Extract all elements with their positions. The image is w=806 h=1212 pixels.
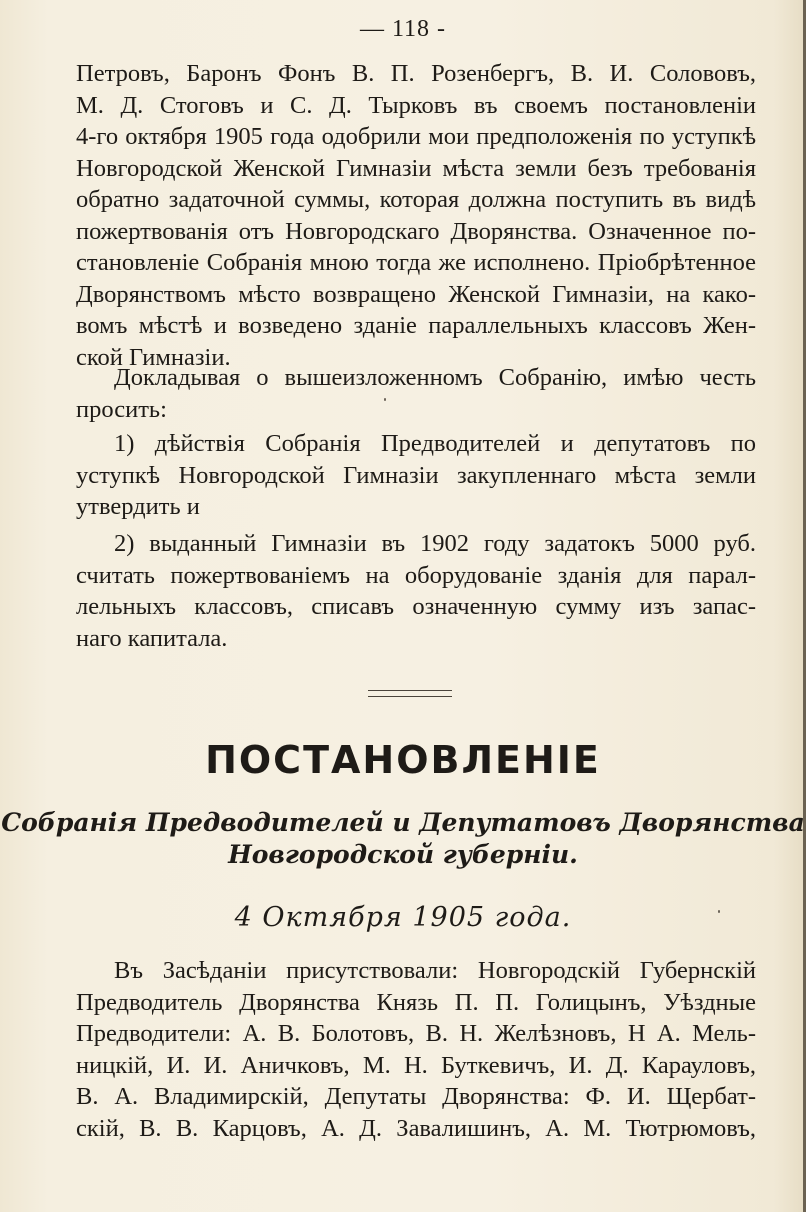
section-divider [368, 690, 452, 697]
text-line: лельныхъ классовъ, списавъ означенную сумму изъ запас- [76, 593, 756, 620]
paper-speck [384, 398, 386, 401]
text-line: скій, В. В. Карцовъ, А. Д. Завалишинъ, А. М. Тютрюмовъ, [76, 1114, 756, 1142]
subheading-line-1: Собранія Предводителей и Депутатовъ Дворянства [1, 808, 805, 837]
text-line: Предводитель Дворянства Князь П. П. Голицынъ, Уѣздные [76, 988, 756, 1016]
text-line: пожертвованія отъ Новгородскаго Дворянства. Означенное по- [76, 217, 756, 245]
text-line: уступкѣ Новгородской Гимназіи закупленнаго мѣста земли [76, 461, 756, 489]
text-line: 2) выданный Гимназіи въ 1902 году задатокъ 5000 руб. [114, 530, 756, 557]
paragraph-item-1 [76, 428, 756, 523]
text-line: 4-го октября 1905 года одобрили мои предположенія по уступкѣ [76, 123, 756, 150]
subheading-line-2: Новгородской губерніи. [228, 840, 578, 869]
text-line: Докладывая о вышеизложенномъ Собранію, имѣю честь [114, 364, 756, 391]
text-line: М. Д. Стоговъ и С. Д. Тырковъ въ своемъ постановленіи [76, 91, 756, 119]
paragraph-request [76, 362, 756, 425]
text-line: просить: [76, 395, 167, 423]
text-line: 1) дѣйствія Собранія Предводителей и депутатовъ по [114, 430, 756, 457]
text-line: В. А. Владимирскій, Депутаты Дворянства: Ф. И. Щербат- [76, 1083, 756, 1110]
text-line: Новгородской Женской Гимназіи мѣста земли безъ требованія [76, 154, 756, 182]
paragraph-attendees [76, 955, 756, 1144]
page-number: — 118 - [359, 16, 447, 42]
text-line: утвердить и [76, 493, 200, 520]
text-line: считать пожертвованіемъ на оборудованіе зданія для парал- [76, 561, 756, 589]
text-line: Въ Засѣданіи присутствовали: Новгородскій Губернскій [114, 957, 756, 984]
paragraph-nobility-report [76, 58, 756, 373]
text-line: Предводители: А. В. Болотовъ, В. Н. Желѣзновъ, Н А. Мель- [76, 1020, 756, 1047]
text-line: Дворянствомъ мѣсто возвращено Женской Гимназіи, на како- [76, 280, 756, 308]
meeting-date: 4 Октября 1905 года. [234, 902, 572, 933]
text-line: ской Гимназіи. [76, 343, 231, 371]
text-line: ницкій, И. И. Аничковъ, М. Н. Буткевичъ, И. Д. Карауловъ, [76, 1051, 756, 1079]
text-line: вомъ мѣстѣ и возведено зданіе параллельныхъ классовъ Жен- [76, 312, 756, 339]
section-heading: ПОСТАНОВЛЕНІЕ [205, 738, 601, 782]
text-line: Петровъ, Баронъ Фонъ В. П. Розенбергъ, В. И. Солововъ, [76, 60, 756, 87]
text-line: обратно задаточной суммы, которая должна поступить въ видѣ [76, 186, 756, 213]
paper-speck [718, 910, 720, 913]
text-line: становленіе Собранія мною тогда же исполнено. Пріобрѣтенное [76, 249, 756, 276]
paragraph-item-2 [76, 528, 756, 654]
text-line: наго капитала. [76, 624, 228, 652]
